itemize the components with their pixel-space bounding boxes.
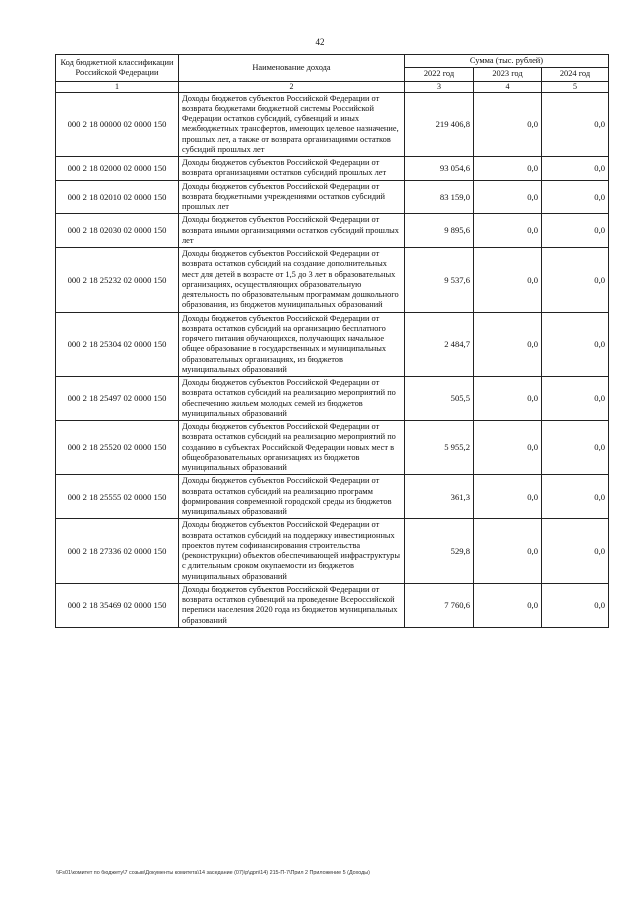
revenue-name: Доходы бюджетов субъектов Российской Федерации от возврата организациями остатков субсидий прошлых лет (179, 157, 405, 181)
table-row (56, 92, 609, 157)
amount-2024: 0,0 (542, 583, 609, 627)
amount-2022: 93 054,6 (405, 157, 474, 181)
table-row (56, 377, 609, 421)
budget-code: 000 2 18 02000 02 0000 150 (56, 157, 179, 181)
amount-2022: 7 760,6 (405, 583, 474, 627)
amount-2022: 361,3 (405, 475, 474, 519)
amount-2024: 0,0 (542, 180, 609, 214)
amount-2023: 0,0 (474, 312, 542, 377)
revenue-name: Доходы бюджетов субъектов Российской Федерации от возврата остатков субсидий на организацию бесплатного горячего питания обучающихся, получающих начальное общее образование в государственных и муниципальных образовательных организациях, из бюджетов муниципальных образований (179, 312, 405, 377)
table-row (56, 583, 609, 627)
header-year-2024: 2024 год (542, 68, 609, 81)
revenue-name: Доходы бюджетов субъектов Российской Федерации от возврата бюджетными учреждениями остатков субсидий прошлых лет (179, 180, 405, 214)
revenue-name: Доходы бюджетов субъектов Российской Федерации от возврата остатков субсидий на реализацию мероприятий по обеспечению жильем молодых семей из бюджетов муниципальных образований (179, 377, 405, 421)
file-path-footer: \\Fs01\комитет по бюджету\7 созыв\Документы комитета\14 заседание (07)\р\дрп\14) 215-П-7\Прил 2 Приложение 5 (Доходы) (56, 870, 370, 876)
budget-code: 000 2 18 25497 02 0000 150 (56, 377, 179, 421)
table-row (56, 421, 609, 475)
table-row (56, 519, 609, 584)
revenue-name: Доходы бюджетов субъектов Российской Федерации от возврата бюджетами бюджетной системы Российской Федерации остатков субсидий, субвенций и иных межбюджетных трансфертов, имеющих целевое назначение, прошлых лет, а также от возврата организациями остатков субсидий прошлых лет (179, 92, 405, 157)
amount-2023: 0,0 (474, 421, 542, 475)
amount-2022: 505,5 (405, 377, 474, 421)
page-number: 42 (315, 37, 325, 47)
amount-2022: 9 895,6 (405, 214, 474, 248)
revenue-name: Доходы бюджетов субъектов Российской Федерации от возврата остатков субсидий на создание дополнительных мест для детей в возрасте от 1,5 до 3 лет в образовательных организациях, осуществляющих образовательную деятельность по образовательным программам дошкольного образования, из бюджетов муниципальных образований (179, 248, 405, 313)
amount-2022: 5 955,2 (405, 421, 474, 475)
header-sum: Сумма (тыс. рублей) (405, 55, 609, 68)
amount-2023: 0,0 (474, 583, 542, 627)
budget-code: 000 2 18 02010 02 0000 150 (56, 180, 179, 214)
budget-code: 000 2 18 25232 02 0000 150 (56, 248, 179, 313)
amount-2023: 0,0 (474, 92, 542, 157)
amount-2024: 0,0 (542, 519, 609, 584)
col-number: 1 (56, 81, 179, 92)
col-number: 4 (474, 81, 542, 92)
amount-2023: 0,0 (474, 377, 542, 421)
budget-code: 000 2 18 27336 02 0000 150 (56, 519, 179, 584)
revenue-name: Доходы бюджетов субъектов Российской Федерации от возврата остатков субсидий на реализацию мероприятий по созданию в субъектах Российской Федерации новых мест в общеобразовательных организациях из бюджетов муниципальных образований (179, 421, 405, 475)
table-row (56, 475, 609, 519)
revenue-name: Доходы бюджетов субъектов Российской Федерации от возврата остатков субсидий на поддержку инвестиционных проектов путем софинансирования строительства (реконструкции) объектов обеспечивающей инфраструктуры с длительным сроком окупаемости из бюджетов муниципальных образований (179, 519, 405, 584)
col-number: 2 (179, 81, 405, 92)
revenue-name: Доходы бюджетов субъектов Российской Федерации от возврата остатков субсидий на реализацию программ формирования современной городской среды из бюджетов муниципальных образований (179, 475, 405, 519)
col-number: 3 (405, 81, 474, 92)
header-year-2023: 2023 год (474, 68, 542, 81)
amount-2024: 0,0 (542, 248, 609, 313)
revenue-table (55, 54, 609, 628)
amount-2024: 0,0 (542, 92, 609, 157)
revenue-name: Доходы бюджетов субъектов Российской Федерации от возврата иными организациями остатков субсидий прошлых лет (179, 214, 405, 248)
budget-code: 000 2 18 25520 02 0000 150 (56, 421, 179, 475)
amount-2022: 219 406,8 (405, 92, 474, 157)
budget-code: 000 2 18 25555 02 0000 150 (56, 475, 179, 519)
budget-code: 000 2 18 25304 02 0000 150 (56, 312, 179, 377)
amount-2022: 2 484,7 (405, 312, 474, 377)
table-row (56, 214, 609, 248)
amount-2024: 0,0 (542, 214, 609, 248)
header-year-2022: 2022 год (405, 68, 474, 81)
table-row (56, 180, 609, 214)
amount-2024: 0,0 (542, 157, 609, 181)
amount-2024: 0,0 (542, 475, 609, 519)
amount-2023: 0,0 (474, 248, 542, 313)
budget-code: 000 2 18 02030 02 0000 150 (56, 214, 179, 248)
table-row (56, 157, 609, 181)
amount-2024: 0,0 (542, 421, 609, 475)
amount-2022: 9 537,6 (405, 248, 474, 313)
amount-2022: 83 159,0 (405, 180, 474, 214)
budget-code: 000 2 18 35469 02 0000 150 (56, 583, 179, 627)
amount-2022: 529,8 (405, 519, 474, 584)
col-number: 5 (542, 81, 609, 92)
header-code: Код бюджетной классификации Российской Федерации (56, 55, 179, 82)
amount-2023: 0,0 (474, 157, 542, 181)
revenue-name: Доходы бюджетов субъектов Российской Федерации от возврата остатков субвенций на проведение Всероссийской переписи населения 2020 года из бюджетов муниципальных образований (179, 583, 405, 627)
amount-2023: 0,0 (474, 519, 542, 584)
amount-2024: 0,0 (542, 377, 609, 421)
amount-2023: 0,0 (474, 214, 542, 248)
budget-code: 000 2 18 00000 02 0000 150 (56, 92, 179, 157)
table-row (56, 312, 609, 377)
amount-2024: 0,0 (542, 312, 609, 377)
amount-2023: 0,0 (474, 475, 542, 519)
header-name: Наименование дохода (179, 55, 405, 82)
table-row (56, 248, 609, 313)
amount-2023: 0,0 (474, 180, 542, 214)
